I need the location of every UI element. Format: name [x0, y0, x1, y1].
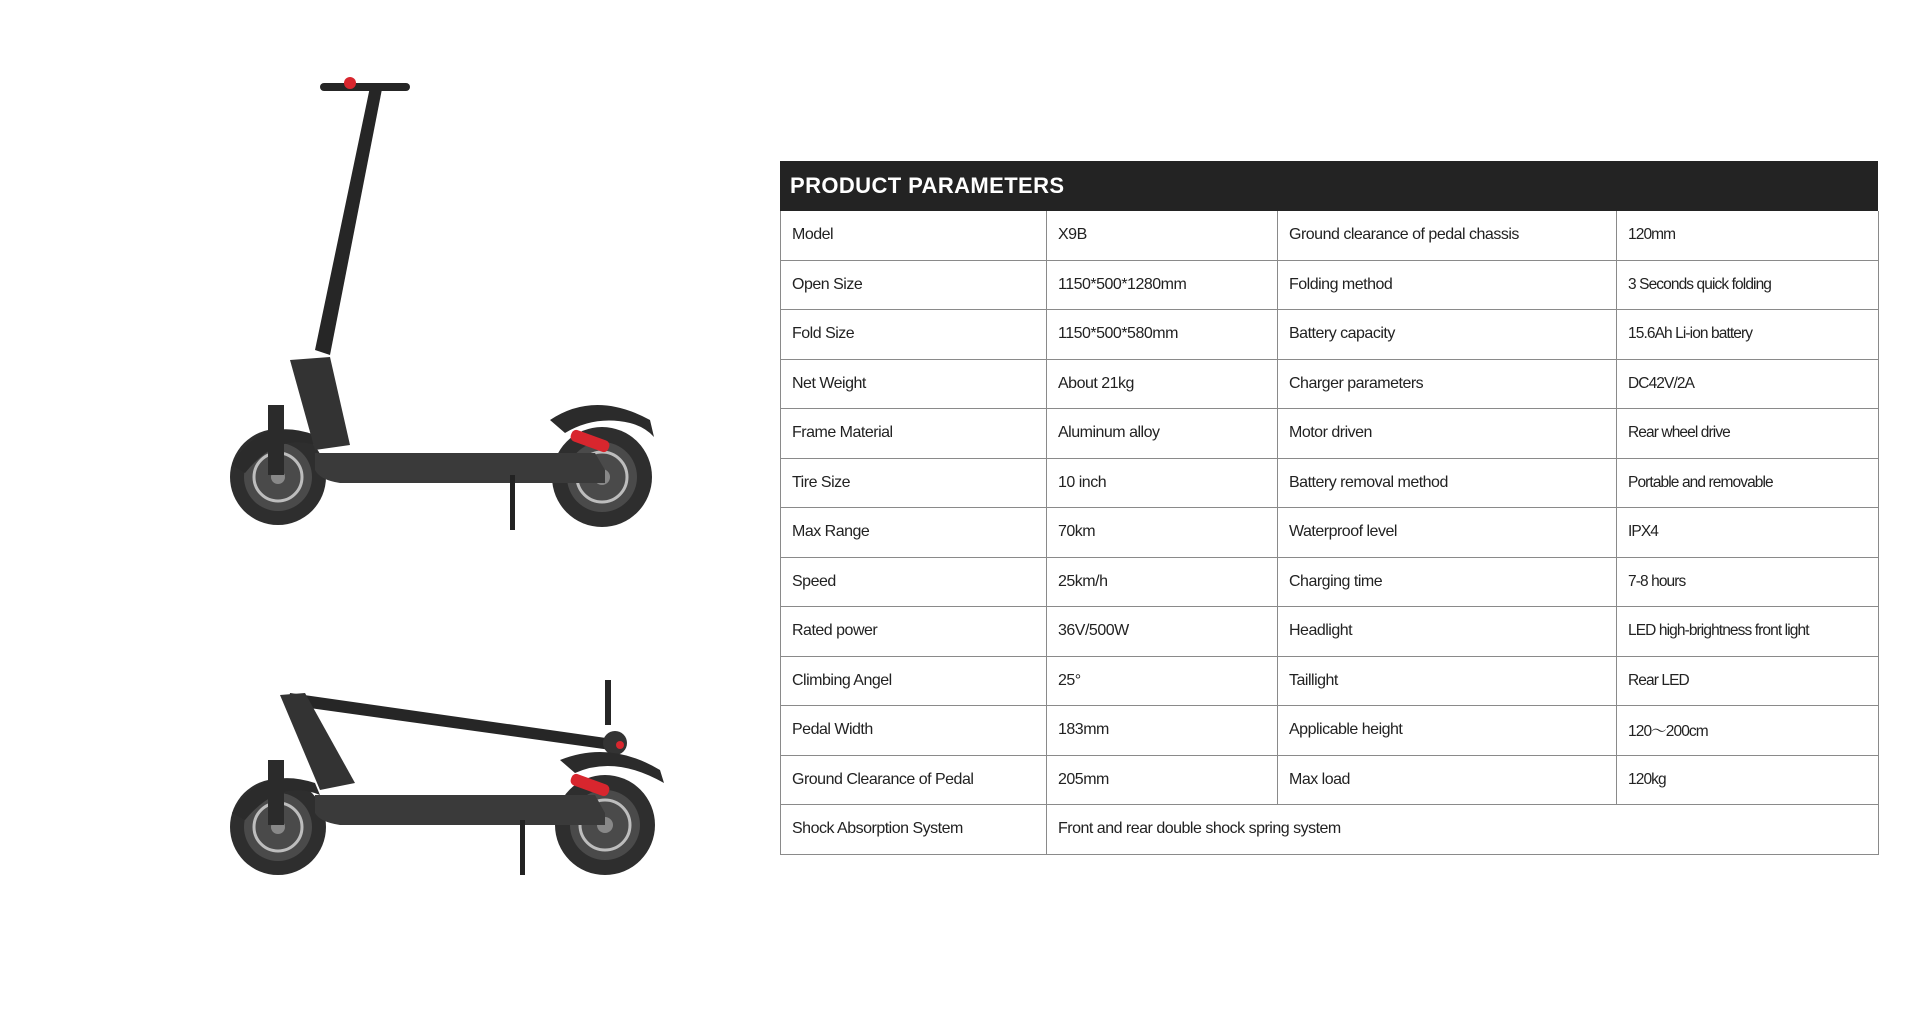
- param-value: 70km: [1047, 508, 1278, 558]
- param-value: 205mm: [1047, 755, 1278, 805]
- table-row: [781, 310, 1879, 360]
- param-value: 183mm: [1047, 706, 1278, 756]
- param-value: 3 Seconds quick folding: [1617, 260, 1879, 310]
- param-label: Charging time: [1278, 557, 1617, 607]
- product-parameters-table: [780, 161, 1878, 855]
- param-label: Tire Size: [781, 458, 1047, 508]
- param-label: Net Weight: [781, 359, 1047, 409]
- table-row: [781, 607, 1879, 657]
- table-row: [781, 755, 1879, 805]
- param-label: Waterproof level: [1278, 508, 1617, 558]
- param-value: LED high-brightness front light: [1617, 607, 1879, 657]
- table-row: [781, 458, 1879, 508]
- param-label: Motor driven: [1278, 409, 1617, 459]
- param-label: Frame Material: [781, 409, 1047, 459]
- scooter-folded-image: [220, 665, 680, 880]
- table-row: [781, 805, 1879, 855]
- param-value: Front and rear double shock spring system: [1047, 805, 1879, 855]
- param-label: Applicable height: [1278, 706, 1617, 756]
- param-value: 120mm: [1617, 211, 1879, 260]
- scooter-unfolded-image: [220, 75, 680, 535]
- param-label: Ground Clearance of Pedal: [781, 755, 1047, 805]
- param-label: Folding method: [1278, 260, 1617, 310]
- param-value: 120kg: [1617, 755, 1879, 805]
- table-row: [781, 706, 1879, 756]
- param-label: Battery removal method: [1278, 458, 1617, 508]
- param-label: Ground clearance of pedal chassis: [1278, 211, 1617, 260]
- param-value: Rear LED: [1617, 656, 1879, 706]
- param-value: 36V/500W: [1047, 607, 1278, 657]
- param-value: X9B: [1047, 211, 1278, 260]
- param-value: 7-8 hours: [1617, 557, 1879, 607]
- param-label: Pedal Width: [781, 706, 1047, 756]
- table-row: [781, 211, 1879, 260]
- param-label: Headlight: [1278, 607, 1617, 657]
- spec-table: [780, 211, 1879, 855]
- param-label: Climbing Angel: [781, 656, 1047, 706]
- param-value: 1150*500*580mm: [1047, 310, 1278, 360]
- param-label: Battery capacity: [1278, 310, 1617, 360]
- param-label: Rated power: [781, 607, 1047, 657]
- param-label: Charger parameters: [1278, 359, 1617, 409]
- param-value: About 21kg: [1047, 359, 1278, 409]
- table-row: [781, 409, 1879, 459]
- param-value: IPX4: [1617, 508, 1879, 558]
- param-value: 1150*500*1280mm: [1047, 260, 1278, 310]
- table-row: [781, 508, 1879, 558]
- param-value: Portable and removable: [1617, 458, 1879, 508]
- param-label: Max load: [1278, 755, 1617, 805]
- param-value: Aluminum alloy: [1047, 409, 1278, 459]
- param-label: Speed: [781, 557, 1047, 607]
- table-row: [781, 656, 1879, 706]
- param-value: 25°: [1047, 656, 1278, 706]
- param-value: 120〜200cm: [1617, 706, 1879, 756]
- param-value: 25km/h: [1047, 557, 1278, 607]
- table-row: [781, 359, 1879, 409]
- param-label: Fold Size: [781, 310, 1047, 360]
- param-label: Shock Absorption System: [781, 805, 1047, 855]
- param-value: Rear wheel drive: [1617, 409, 1879, 459]
- param-value: 15.6Ah Li-ion battery: [1617, 310, 1879, 360]
- param-label: Taillight: [1278, 656, 1617, 706]
- table-title: PRODUCT PARAMETERS: [780, 161, 1878, 211]
- param-value: DC42V/2A: [1617, 359, 1879, 409]
- param-value: 10 inch: [1047, 458, 1278, 508]
- param-label: Model: [781, 211, 1047, 260]
- table-row: [781, 557, 1879, 607]
- param-label: Open Size: [781, 260, 1047, 310]
- param-label: Max Range: [781, 508, 1047, 558]
- table-row: [781, 260, 1879, 310]
